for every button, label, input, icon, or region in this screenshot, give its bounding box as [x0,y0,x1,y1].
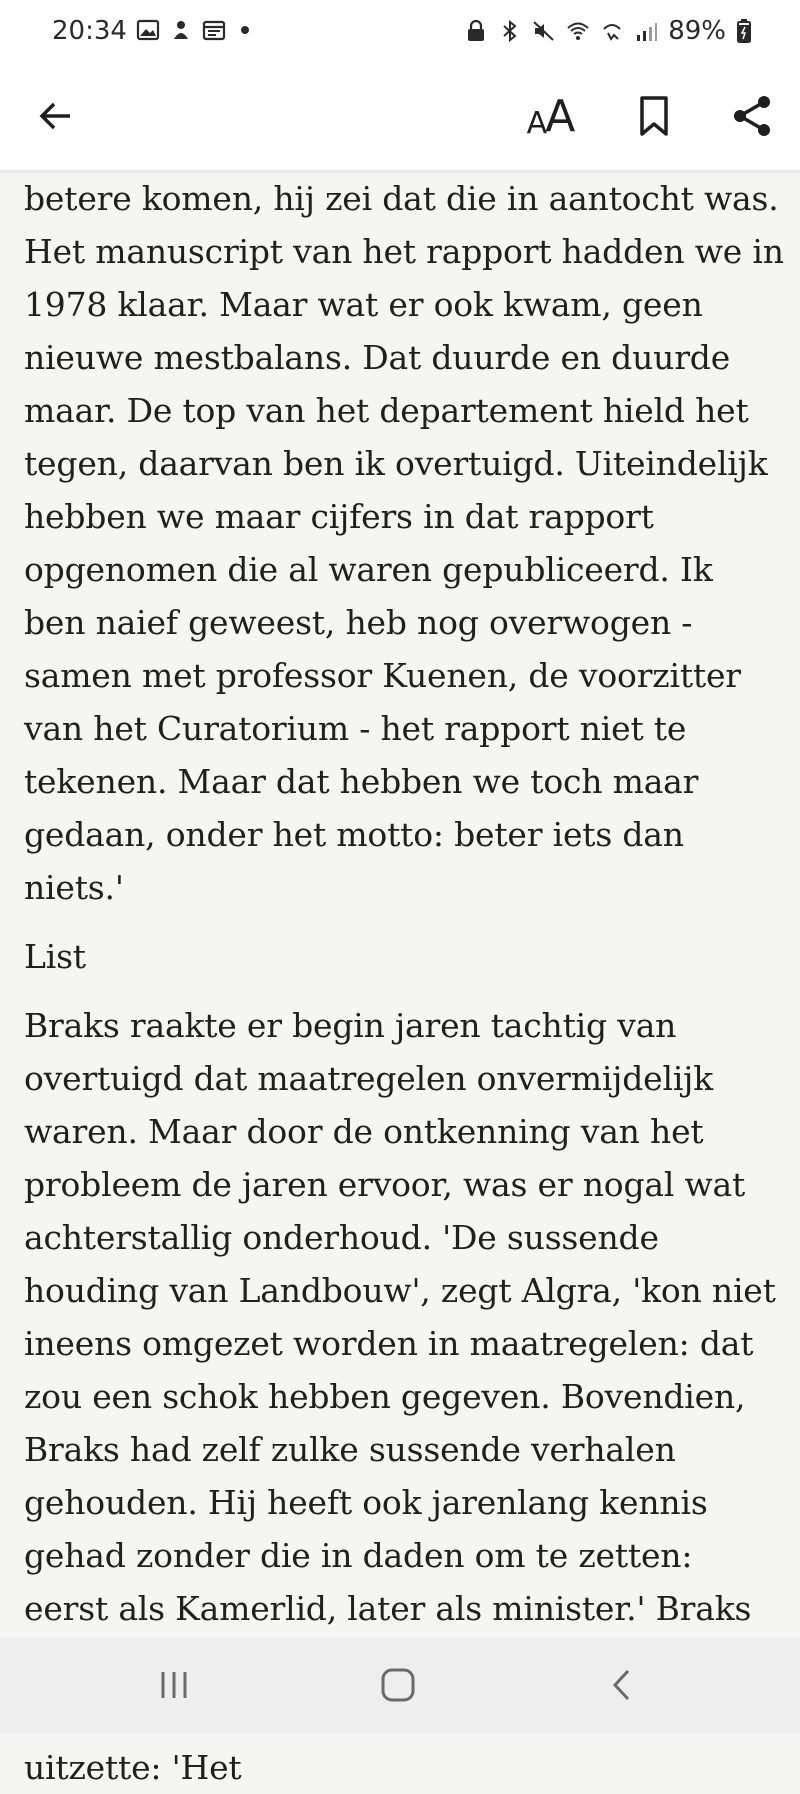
bookmark-button[interactable] [630,88,678,144]
status-bar [0,0,800,64]
battery-percent: 89% [668,16,726,46]
status-time: 20:34 [52,16,127,46]
lock-icon [464,19,488,43]
wifi-icon [566,19,590,43]
mute-icon [532,19,556,43]
text-size-button[interactable] [518,88,584,144]
call-wifi-icon [600,19,624,43]
gallery-icon [136,18,160,42]
back-button[interactable] [30,90,82,142]
calendar-icon [202,18,226,42]
signal-icon [634,19,658,43]
article-paragraph: betere komen, hij zei dat die in aantocht was. Het manuscript van het rapport hadden we in 1978 klaar. Maar wat er ook kwam, geen nieuwe mestbalans. Dat duurde en duurde maar. De top van het departement hield het tegen, daarvan ben ik overtuigd. Uiteindelijk hebben we maar cijfers in dat rapport opgenomen die al waren gepubliceerd. Ik ben naief geweest, heb nog overwogen - samen met professor Kuenen, de voorzitter van het Curatorium - het rapport niet te tekenen. Maar dat hebben we toch maar gedaan, onder het motto: beter iets dan niets.' [24,179,784,907]
app-bar [0,64,800,170]
article-subheading: List [24,937,86,976]
status-left-icons [136,18,249,42]
recents-button[interactable] [144,1660,204,1710]
share-icon [732,95,772,137]
arrow-left-icon [38,100,74,132]
home-icon [380,1667,416,1703]
recents-icon [158,1670,190,1700]
article-paragraph: Braks raakte er begin jaren tachtig van overtuigd dat maatregelen onvermijdelijk waren. Maar door de ontkenning van het probleem de jaren ervoor, was er nogal wat achterstallig onderhoud. 'De sussende houding van Landbouw', zegt Algra, 'kon niet ineens omgezet worden in maatregelen: dat zou een schok hebben gegeven. Bovendien, Braks had zelf zulke sussende verhalen gehouden. Hij heeft ook jarenlang kennis gehad zonder die in daden om te zetten: eerst als Kamerlid, later als minister.' Braks uitzette: 'Het [24,1006,776,1787]
bookmark-icon [639,95,669,137]
home-button[interactable] [368,1660,428,1710]
notification-icon [169,18,193,42]
more-notifications-icon [241,26,249,34]
bluetooth-icon [498,19,522,43]
battery-charging-icon [736,19,752,43]
chevron-left-icon [610,1668,634,1702]
text-size-large-letter: A [545,90,576,142]
status-right [464,16,752,46]
system-navigation-bar [0,1638,800,1733]
text-size-small-letter: A [526,105,548,141]
article-body [24,170,784,1787]
system-back-button[interactable] [592,1660,652,1710]
share-button[interactable] [726,88,778,144]
